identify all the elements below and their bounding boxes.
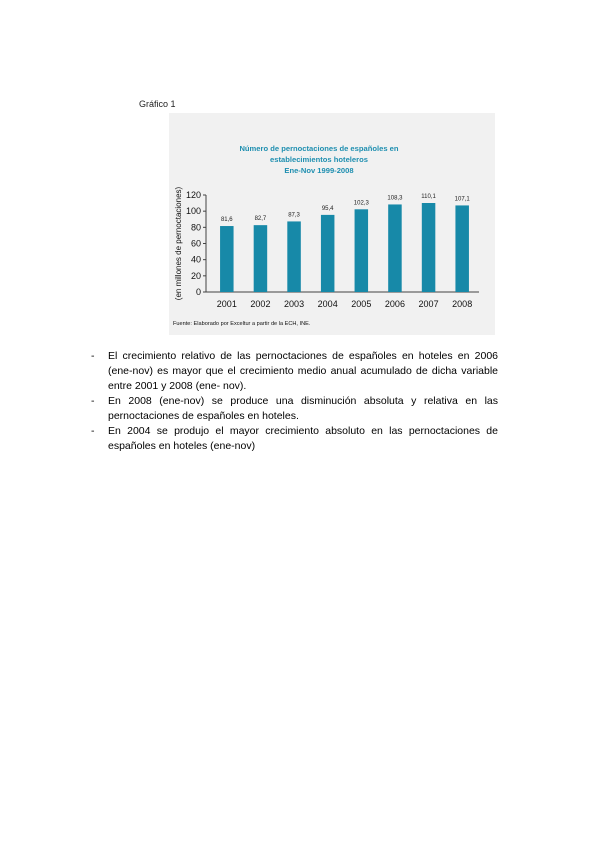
list-item [91, 424, 498, 454]
list-item-text: En 2004 se produjo el mayor crecimiento absoluto en las pernoctaciones de españoles en hoteles (ene-nov) [108, 425, 498, 452]
x-tick-label: 2005 [351, 299, 372, 309]
list-bullet-dash: - [91, 425, 95, 437]
bar-2008 [455, 205, 469, 292]
chart-title-line: Número de pernoctaciones de españoles en [239, 144, 399, 153]
x-tick-label: 2006 [384, 299, 405, 309]
chart-title [239, 144, 398, 175]
data-label: 95,4 [321, 205, 334, 212]
data-label: 82,7 [254, 216, 267, 223]
y-tick-label: 0 [195, 287, 201, 297]
list-bullet-dash: - [91, 350, 95, 362]
x-tick-label: 2008 [452, 299, 473, 309]
chart-title-line: Ene-Nov 1999-2008 [284, 166, 354, 175]
chart-source: Fuente: Elaborado por Exceltur a partir de la ECH, INE. [173, 321, 311, 327]
x-tick-label: 2003 [284, 299, 305, 309]
y-tick-label: 120 [185, 190, 201, 200]
bar-2006 [388, 204, 402, 292]
data-label: 87,3 [288, 212, 300, 219]
x-tick-label: 2001 [216, 299, 237, 309]
chart-title-line: establecimientos hoteleros [270, 155, 368, 164]
y-tick-label: 20 [190, 270, 201, 281]
data-label: 81,6 [220, 217, 233, 224]
list-item [91, 394, 498, 424]
bar-2002 [254, 225, 268, 292]
x-tick-label: 2002 [250, 299, 271, 309]
chart-panel [169, 113, 495, 335]
y-axis-label: (en millones de pernoctaciones) [174, 186, 183, 301]
list-item-text: En 2008 (ene-nov) se produce una disminución absoluta y relativa en las pernoctaciones de españoles en hoteles. [108, 395, 498, 422]
data-label: 108,3 [387, 195, 403, 202]
y-tick-label: 80 [190, 222, 201, 233]
x-tick-label: 2004 [317, 299, 338, 309]
conclusion-list [91, 349, 498, 454]
data-label: 107,1 [454, 196, 470, 203]
y-tick-label: 40 [190, 254, 201, 265]
list-item [91, 349, 498, 394]
x-tick-label: 2007 [418, 299, 439, 309]
bar-2003 [287, 221, 301, 292]
figure-caption: Gráfico 1 [139, 99, 176, 109]
list-bullet-dash: - [91, 395, 95, 407]
data-label: 110,1 [421, 194, 436, 201]
y-tick-label: 60 [190, 238, 201, 249]
bar-2004 [321, 215, 335, 292]
bar-2001 [220, 226, 234, 292]
bar-2007 [422, 203, 436, 292]
bar-chart [169, 113, 495, 335]
list-item-text: El crecimiento relativo de las pernoctaciones de españoles en hoteles en 2006 (ene-nov) es mayor que el crecimiento medio anual acumulado de dicha variable entre 2001 y 2008 (ene- nov). [108, 350, 498, 392]
data-label: 102,3 [353, 200, 369, 207]
y-tick-label: 100 [185, 206, 201, 217]
bar-2005 [355, 209, 369, 292]
